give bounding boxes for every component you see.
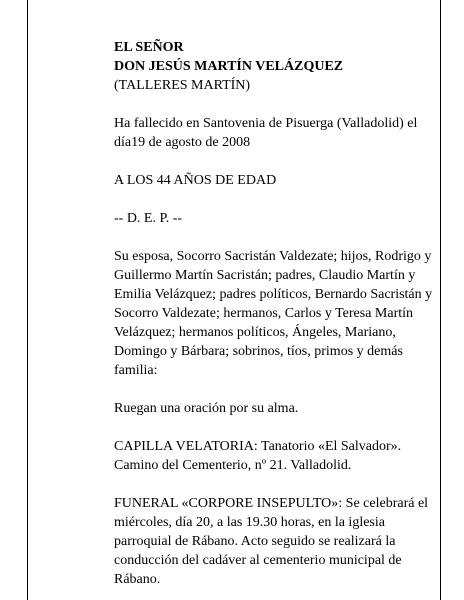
deceased-name: DON JESÚS MARTÍN VELÁZQUEZ [114, 59, 344, 74]
page-border-left [27, 0, 28, 600]
death-notice-paragraph: Ha fallecido en Santovenia de Pisuerga (Valladolid) el día19 de agosto de 2008 [114, 116, 418, 150]
family-paragraph: Su esposa, Socorro Sacristán Valdezate; hijos, Rodrigo y Guillermo Martín Sacristán; padres, Claudio Martín y Emilia Velázquez; padres políticos, Bernardo Sacristán y Socorro Valdezate; hermanos, Carlos y Teresa Martín Velázquez; hermanos políticos, Ángeles, Mariano, Domingo y Bárbara; sobrinos, tíos, primos y demás familia: [114, 249, 433, 378]
obituary-notice [114, 38, 434, 589]
deceased-title: EL SEÑOR [114, 40, 184, 55]
page-border-right [440, 0, 441, 600]
deceased-company: (TALLERES MARTÍN) [114, 78, 251, 93]
chapel-address-line: Camino del Cementerio, nº 21. Valladolid. [114, 458, 352, 473]
age-line: A LOS 44 AÑOS DE EDAD [114, 173, 277, 188]
funeral-paragraph: FUNERAL «CORPORE INSEPULTO»: Se celebrará el miércoles, día 20, a las 19.30 horas, en la iglesia parroquial de Rábano. Acto seguido se realizará la conducción del cadáver al cementerio municipal de Rábano. [114, 496, 429, 587]
prayer-line: Ruegan una oración por su alma. [114, 401, 299, 416]
dep-line: -- D. E. P. -- [114, 211, 183, 226]
chapel-line: CAPILLA VELATORIA: Tanatorio «El Salvador». [114, 439, 402, 454]
